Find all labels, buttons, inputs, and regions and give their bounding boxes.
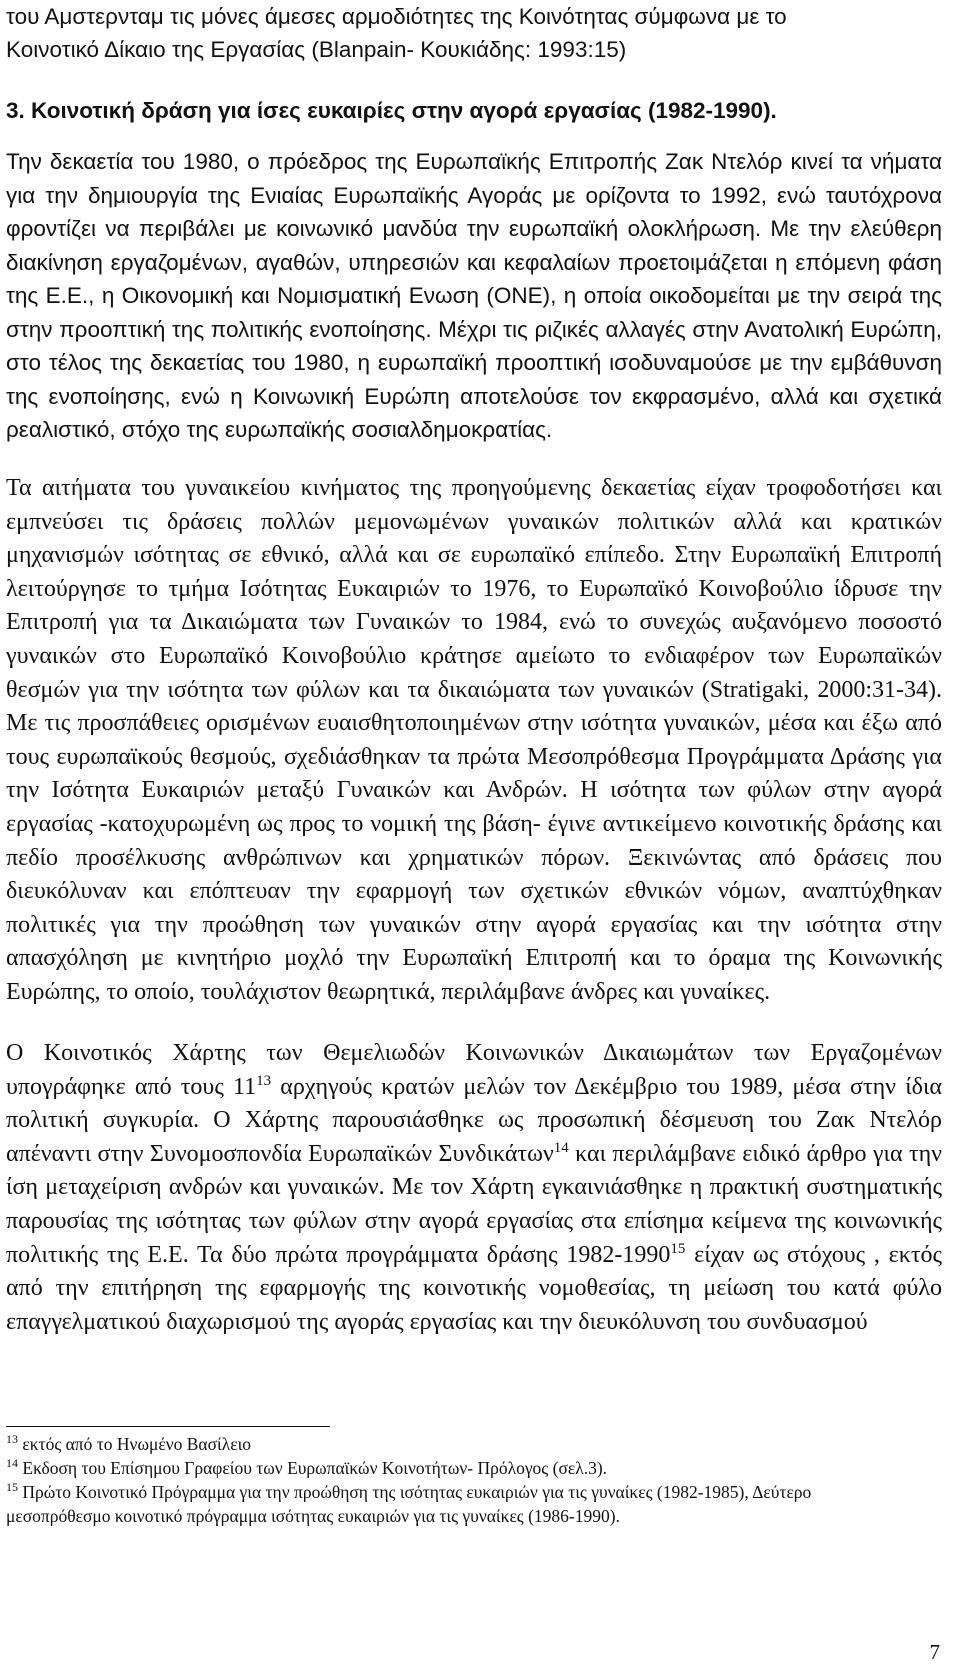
footnote-14 (6, 1456, 906, 1480)
paragraph-2-text: Τα αιτήματα του γυναικείου κινήματος της προηγούμενης δεκαετίας είχαν τροφοδοτήσει και εμπνεύσει τις δράσεις πολλών μεμονωμένων γυναικών πολιτικών αλλά και κρατικών μηχανισμών ισότητας σε εθνικό, αλλά και σε ευρωπαϊκό επίπεδο. Στην Ευρωπαϊκή Επιτροπή λειτούργησε το τμήμα Ισότητας Ευκαιριών το 1976, το Ευρωπαϊκό Κοινοβούλιο ίδρυσε την Επιτροπή για τα Δικαιώματα των Γυναικών το 1984, ενώ το συνεχώς αυξανόμενο ποσοστό γυναικών στο Ευρωπαϊκό Κοινοβούλιο κράτησε αμείωτο το ενδιαφέρον των Ευρωπαϊκών θεσμών για την ισότητα των φύλων και τα δικαιώματα των γυναικών (Stratigaki, 2000:31-34). Με τις προσπάθειες ορισμένων ευαισθητοποιημένων στην ισότητα γυναικών, μέσα και έξω από τους ευρωπαϊκούς θεσμούς, σχεδιάσθηκαν τα πρώτα Μεσοπρόθεσμα Προγράμματα Δράσης για την Ισότητα Ευκαιριών μεταξύ Γυναικών και Ανδρών. Η ισότητα των φύλων στην αγορά εργασίας -κατοχυρωμένη ως προς το νομική της βάση- έγινε αντικείμενο κοινοτικής δράσης και πεδίο προσέλκυσης ανθρώπινων και χρηματικών πόρων. Ξεκινώντας από δράσεις που διευκόλυναν και επόπτευαν την εφαρμογή των σχετικών εθνικών νόμων, αναπτύχθηκαν πολιτικές για την προώθηση των γυναικών στην αγορά εργασίας και την ισότητα στην απασχόληση με κινητήριο μοχλό την Ευρωπαϊκή Επιτροπή και το όραμα της Κοινωνικής Ευρώπης, το οποίο, τουλάχιστον θεωρητικά, περιλάμβανε άνδρες και γυναίκες. (6, 475, 942, 1005)
page-number: 7 (929, 1640, 940, 1664)
paragraph-2 (6, 472, 942, 1010)
footnotes (6, 1432, 906, 1528)
footnote-number: 13 (6, 1432, 18, 1447)
footnote-divider (6, 1426, 330, 1427)
footnote-13 (6, 1432, 906, 1456)
intro-text (6, 0, 942, 66)
paragraph-3-part-3: και περιλάμβανε ειδικό άρθρο για την ίση μεταχείριση ανδρών και γυναικών. Με τον Χάρτη εγκαινιάσθηκε η πρακτική συστηματικής παρουσίας της ισότητας των φύλων στην αγορά εργασίας στα επίσημα κείμενα της κοινωνικής πολιτικής της Ε.Ε. Τα δύο πρώτα προγράμματα δράσης 1982-1990 (6, 1140, 942, 1268)
footnote-ref-15[interactable]: 15 (670, 1240, 686, 1257)
paragraph-3 (6, 1037, 942, 1339)
intro-line-1: του Αμστερνταμ τις μόνες άμεσες αρμοδιότητες της Κοινότητας σύμφωνα με το (6, 4, 787, 29)
footnote-text: εκτός από το Ηνωμένο Βασίλειο (22, 1434, 252, 1454)
paragraph-3-part-1: Ο Κοινοτικός Χάρτης των Θεμελιωδών Κοινωνικών Δικαιωμάτων των Εργαζομένων υπογράφηκε από τους 11 (6, 1040, 942, 1100)
intro-line-2: Κοινοτικό Δίκαιο της Εργασίας (Blanpain- Κουκιάδης: 1993:15) (6, 37, 627, 62)
paragraph-1 (6, 145, 942, 447)
footnote-text: Εκδοση του Επίσημου Γραφείου των Ευρωπαϊκών Κοινοτήτων- Πρόλογος (σελ.3). (22, 1458, 608, 1478)
footnote-ref-13[interactable]: 13 (256, 1072, 272, 1089)
paragraph-3-part-2: αρχηγούς κρατών μελών τον Δεκέμβριο του 1989, μέσα στην ίδια πολιτική συγκυρία. Ο Χάρτης παρουσιάσθηκε ως προσωπική δέσμευση του Ζακ Ντελόρ απέναντι στην Συνομοσπονδία Ευρωπαϊκών Συνδικάτων (6, 1073, 943, 1167)
section-heading: 3. Κοινοτική δράση για ίσες ευκαιρίες στην αγορά εργασίας (1982-1990). (6, 98, 777, 123)
paragraph-3-part-4: είχαν ως στόχους , εκτός από την επιτήρηση της εφαρμογής της κοινοτικής νομοθεσίας, τη μείωση του κατά φύλο επαγγελματικού διαχωρισμού της αγοράς εργασίας και την διευκόλυνση του συνδυασμού (6, 1241, 942, 1335)
footnote-number: 14 (6, 1456, 18, 1471)
paragraph-3-text (6, 1037, 942, 1339)
footnote-15 (6, 1480, 906, 1528)
footnote-number: 15 (6, 1480, 18, 1495)
footnote-ref-14[interactable]: 14 (553, 1139, 569, 1156)
paragraph-1-text: Την δεκαετία του 1980, ο πρόεδρος της Ευρωπαϊκής Επιτροπής Ζακ Ντελόρ κινεί τα νήματα για την δημιουργία της Ενιαίας Ευρωπαϊκής Αγοράς με ορίζοντα το 1992, ενώ ταυτόχρονα φροντίζει να περιβάλει με κοινωνικό μανδύα την ευρωπαϊκή ολοκλήρωση. Με την ελεύθερη διακίνηση εργαζομένων, αγαθών, υπηρεσιών και κεφαλαίων προετοιμάζεται η επόμενη φάση της Ε.Ε., η Οικονομική και Νομισματική Ενωση (ΟΝΕ), η οποία οικοδομείται με την σειρά της στην προοπτική της πολιτικής ενοποίησης. Μέχρι τις ριζικές αλλαγές στην Ανατολική Ευρώπη, στο τέλος της δεκαετίας του 1980, η ευρωπαϊκή προοπτική ισοδυναμούσε με την εμβάθυνση της ενοποίησης, ενώ η Κοινωνική Ευρώπη αποτελούσε τον εκφρασμένο, αλλά και σχετικά ρεαλιστικό, στόχο της ευρωπαϊκής σοσιαλδημοκρατίας. (6, 149, 942, 442)
footnote-text: Πρώτο Κοινοτικό Πρόγραμμα για την προώθηση της ισότητας ευκαιριών για τις γυναίκες (1982-1985), Δεύτερο μεσοπρόθεσμο κοινοτικό πρόγραμμα ισότητας ευκαιριών για τις γυναίκες (1986-1990). (6, 1482, 812, 1526)
